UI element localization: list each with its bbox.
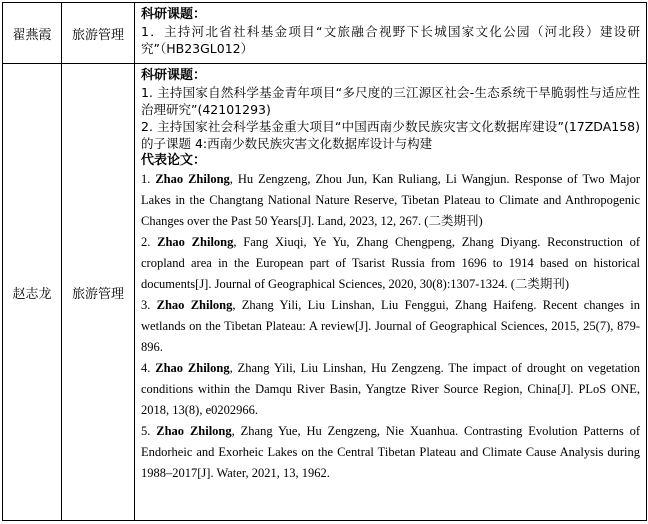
research-cell	[135, 64, 647, 521]
paper-lead-author: Zhao Zhilong	[157, 235, 234, 249]
paper-number: 1.	[141, 172, 156, 186]
table-row	[3, 3, 647, 64]
department: 旅游管理	[62, 64, 135, 521]
paper-entry	[141, 295, 640, 358]
paper-lead-author: Zhao Zhilong	[155, 172, 230, 186]
paper-number: 3.	[141, 298, 157, 312]
research-heading: 科研课题：	[141, 68, 207, 83]
research-heading: 科研课题：	[141, 7, 207, 22]
paper-entry	[141, 169, 640, 232]
paper-lead-author: Zhao Zhilong	[156, 424, 232, 438]
papers-heading: 代表论文：	[141, 153, 207, 168]
paper-citation: , Zhang Yili, Liu Linshan, Hu Zengzeng. The impact of drought on vegetation conditions within the Damqu River Basin, Yangtze River Source Region, China[J]. PLoS ONE, 2018, 13(8), e0202966.	[141, 361, 640, 417]
paper-citation: , Hu Zengzeng, Zhou Jun, Kan Ruliang, Li Wangjun. Response of Two Major Lakes in the Changtang National Nature Reserve, Tibetan Plateau to Climate and Anthropogenic Changes over the Past 50 Years[J]. Land, 2023, 12, 267. (二类期刊)	[141, 172, 640, 228]
paper-citation: , Fang Xiuqi, Ye Yu, Zhang Chengpeng, Zhang Diyang. Reconstruction of cropland area in the European part of Tsarist Russia from 1696 to 1914 based on historical documents[J]. Journal of Geographical Sciences, 2020, 30(8):1307-1324. (二类期刊)	[141, 235, 641, 291]
research-cell	[135, 3, 647, 64]
research-item: 2. 主持国家社会科学基金重大项目“中国西南少数民族灾害文化数据库建设”(17ZDA158)的子课题 4:西南少数民族灾害文化数据库设计与构建	[141, 119, 640, 151]
paper-citation: , Zhang Yili, Liu Linshan, Liu Fenggui, Zhang Haifeng. Recent changes in wetlands on the Tibetan Plateau: A review[J]. Journal of Geographical Sciences, 2015, 25(7), 879-896.	[141, 298, 640, 354]
paper-entry	[141, 421, 640, 484]
department: 旅游管理	[62, 3, 135, 64]
paper-number: 2.	[141, 235, 158, 249]
paper-lead-author: Zhao Zhilong	[156, 298, 233, 312]
paper-citation: , Zhang Yue, Hu Zengzeng, Nie Xuanhua. Contrasting Evolution Patterns of Endorheic and Exorheic Lakes on the Central Tibetan Plateau and Climate Cause Analysis during 1988–2017[J]. Water, 2021, 13, 1962.	[141, 424, 640, 480]
paper-entry	[141, 358, 640, 421]
faculty-research-table	[2, 2, 647, 521]
research-item: 1．主持河北省社科基金项目“文旅融合视野下长城国家文化公园（河北段）建设研究”（HB23GL012）	[141, 24, 640, 56]
paper-number: 5.	[141, 424, 157, 438]
research-item: 1. 主持国家自然科学基金青年项目“多尺度的三江源区社会-生态系统干旱脆弱性与适应性治理研究”(42101293)	[141, 85, 640, 117]
paper-lead-author: Zhao Zhilong	[155, 361, 230, 375]
person-name: 赵志龙	[3, 64, 62, 521]
table-row	[3, 64, 647, 521]
paper-entry	[141, 232, 640, 295]
person-name: 翟燕霞	[3, 3, 62, 64]
paper-number: 4.	[141, 361, 156, 375]
